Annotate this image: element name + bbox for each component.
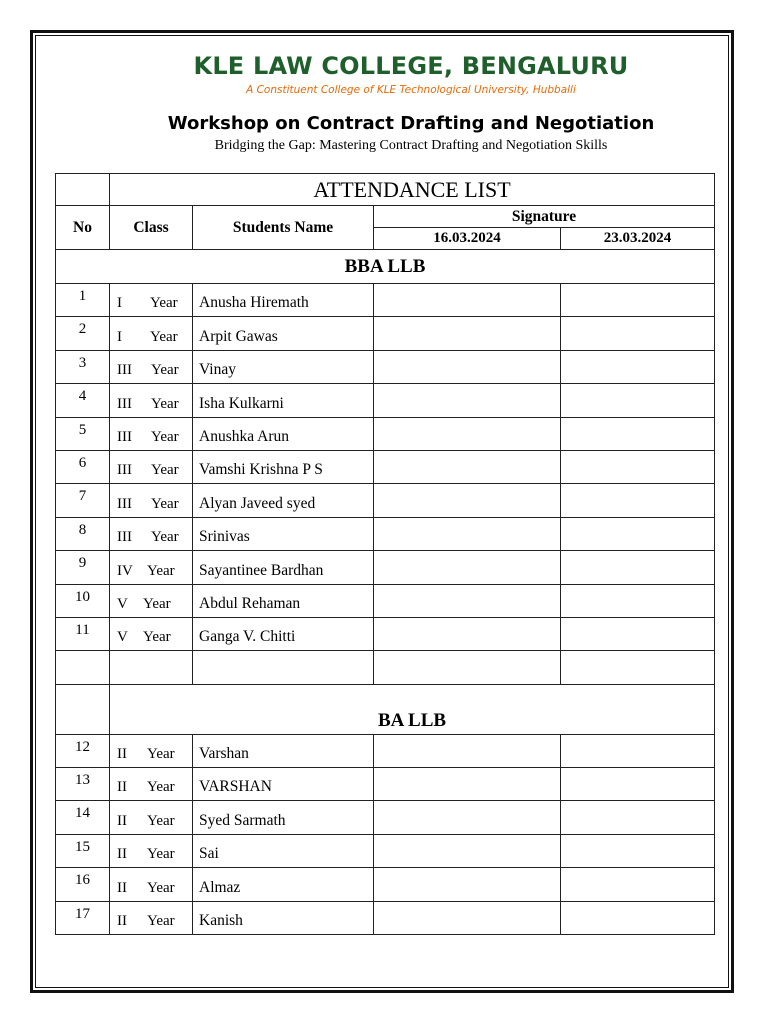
signature-cell-date-2[interactable] [561,450,715,483]
class-year-numeral: I [117,295,122,312]
row-class [110,734,193,767]
class-year-label: Year [147,879,175,896]
class-year-label: Year [147,846,175,863]
student-name: Syed Sarmath [193,801,374,834]
table-row [56,617,715,650]
row-number: 8 [56,517,110,550]
signature-cell-date-1[interactable] [374,734,561,767]
row-class [110,901,193,934]
class-year-numeral: I [117,328,122,345]
row-number: 17 [56,901,110,934]
header-date-1: 16.03.2024 [374,228,561,250]
signature-cell-date-1[interactable] [374,284,561,317]
table-row [56,350,715,383]
blank-cell [56,684,110,734]
table-title-row [56,174,715,206]
college-affiliation: A Constituent College of KLE Technological University, Hubballi [246,84,576,96]
row-number: 5 [56,417,110,450]
class-year-label: Year [151,362,179,379]
class-year-numeral: II [117,779,127,796]
class-year-label: Year [147,746,175,763]
class-year-numeral: II [117,913,127,930]
class-year-numeral: V [117,629,128,646]
class-year-numeral: III [117,529,132,546]
empty-cell [110,651,193,684]
attendance-list-title: ATTENDANCE LIST [110,174,715,206]
row-number: 10 [56,584,110,617]
class-year-numeral: II [117,846,127,863]
signature-cell-date-2[interactable] [561,284,715,317]
row-number: 1 [56,284,110,317]
signature-cell-date-1[interactable] [374,484,561,517]
class-year-numeral: IV [117,562,133,579]
row-number: 3 [56,350,110,383]
table-row [56,417,715,450]
row-number: 16 [56,868,110,901]
signature-cell-date-1[interactable] [374,834,561,867]
student-name: Sayantinee Bardhan [193,551,374,584]
row-number: 11 [56,617,110,650]
row-class [110,617,193,650]
row-class [110,551,193,584]
header-students-name: Students Name [193,206,374,250]
signature-cell-date-2[interactable] [561,617,715,650]
empty-cell [56,651,110,684]
row-class [110,801,193,834]
row-number: 13 [56,768,110,801]
class-year-numeral: II [117,879,127,896]
signature-cell-date-1[interactable] [374,517,561,550]
table-row [56,801,715,834]
row-number: 2 [56,317,110,350]
row-class [110,868,193,901]
table-row [56,484,715,517]
header-class: Class [110,206,193,250]
signature-cell-date-2[interactable] [561,768,715,801]
signature-cell-date-1[interactable] [374,417,561,450]
table-row [56,768,715,801]
signature-cell-date-2[interactable] [561,384,715,417]
signature-cell-date-2[interactable] [561,801,715,834]
student-name: Vamshi Krishna P S [193,450,374,483]
row-class [110,317,193,350]
header-no: No [56,206,110,250]
student-name: Vinay [193,350,374,383]
row-class [110,417,193,450]
signature-cell-date-1[interactable] [374,901,561,934]
section-title: BBA LLB [56,250,715,284]
class-year-numeral: III [117,462,132,479]
section-title: BA LLB [110,684,715,734]
student-name: Isha Kulkarni [193,384,374,417]
class-year-label: Year [150,295,178,312]
workshop-tagline: Bridging the Gap: Mastering Contract Drafting and Negotiation Skills [214,138,608,153]
class-year-label: Year [147,562,175,579]
student-name: Almaz [193,868,374,901]
student-name: Alyan Javeed syed [193,484,374,517]
student-name: Anushka Arun [193,417,374,450]
student-name: Arpit Gawas [193,317,374,350]
workshop-title: Workshop on Contract Drafting and Negotiation [167,113,655,134]
signature-cell-date-1[interactable] [374,768,561,801]
signature-cell-date-2[interactable] [561,584,715,617]
row-number: 9 [56,551,110,584]
table-header-row [56,206,715,228]
class-year-label: Year [147,779,175,796]
signature-cell-date-1[interactable] [374,801,561,834]
class-year-numeral: III [117,495,132,512]
row-class [110,768,193,801]
row-class [110,350,193,383]
signature-cell-date-1[interactable] [374,584,561,617]
table-row [56,868,715,901]
empty-cell [193,651,374,684]
table-row [56,834,715,867]
table-row [56,317,715,350]
signature-cell-date-1[interactable] [374,384,561,417]
student-name: Sai [193,834,374,867]
class-year-label: Year [151,395,179,412]
college-name: KLE LAW COLLEGE, BENGALURU [193,52,629,80]
signature-cell-date-2[interactable] [561,901,715,934]
signature-cell-date-2[interactable] [561,350,715,383]
class-year-label: Year [151,529,179,546]
section-row [56,684,715,734]
signature-cell-date-1[interactable] [374,551,561,584]
signature-cell-date-2[interactable] [561,517,715,550]
row-number: 14 [56,801,110,834]
class-year-numeral: V [117,595,128,612]
signature-cell-date-2[interactable] [561,484,715,517]
class-year-label: Year [143,595,171,612]
table-row [56,384,715,417]
empty-row [56,651,715,684]
signature-cell-date-1[interactable] [374,317,561,350]
class-year-numeral: III [117,395,132,412]
signature-cell-date-2[interactable] [561,868,715,901]
class-year-numeral: III [117,362,132,379]
signature-cell-date-1[interactable] [374,350,561,383]
class-year-label: Year [151,428,179,445]
table-row [56,551,715,584]
row-class [110,450,193,483]
section-row [56,250,715,284]
class-year-numeral: III [117,428,132,445]
class-year-numeral: II [117,812,127,829]
empty-cell [561,651,715,684]
class-year-label: Year [150,328,178,345]
signature-cell-date-1[interactable] [374,450,561,483]
table-row [56,284,715,317]
signature-cell-date-2[interactable] [561,834,715,867]
signature-cell-date-2[interactable] [561,317,715,350]
class-year-label: Year [151,495,179,512]
class-year-label: Year [147,913,175,930]
class-year-numeral: II [117,746,127,763]
class-year-label: Year [151,462,179,479]
blank-cell [56,174,110,206]
table-row [56,901,715,934]
student-name: Ganga V. Chitti [193,617,374,650]
row-class [110,517,193,550]
row-class [110,484,193,517]
student-name: Abdul Rehaman [193,584,374,617]
row-class [110,384,193,417]
signature-cell-date-2[interactable] [561,734,715,767]
row-class [110,584,193,617]
signature-cell-date-2[interactable] [561,417,715,450]
table-row [56,734,715,767]
row-number: 7 [56,484,110,517]
table-row [56,517,715,550]
signature-cell-date-1[interactable] [374,617,561,650]
header-date-2: 23.03.2024 [561,228,715,250]
student-name: VARSHAN [193,768,374,801]
table-row [56,450,715,483]
row-class [110,834,193,867]
student-name: Srinivas [193,517,374,550]
class-year-label: Year [143,629,171,646]
empty-cell [374,651,561,684]
attendance-table [55,173,715,935]
row-number: 6 [56,450,110,483]
student-name: Kanish [193,901,374,934]
row-number: 15 [56,834,110,867]
row-number: 4 [56,384,110,417]
row-number: 12 [56,734,110,767]
table-row [56,584,715,617]
signature-cell-date-1[interactable] [374,868,561,901]
class-year-label: Year [147,812,175,829]
student-name: Anusha Hiremath [193,284,374,317]
signature-cell-date-2[interactable] [561,551,715,584]
header-signature: Signature [374,206,715,228]
row-class [110,284,193,317]
student-name: Varshan [193,734,374,767]
